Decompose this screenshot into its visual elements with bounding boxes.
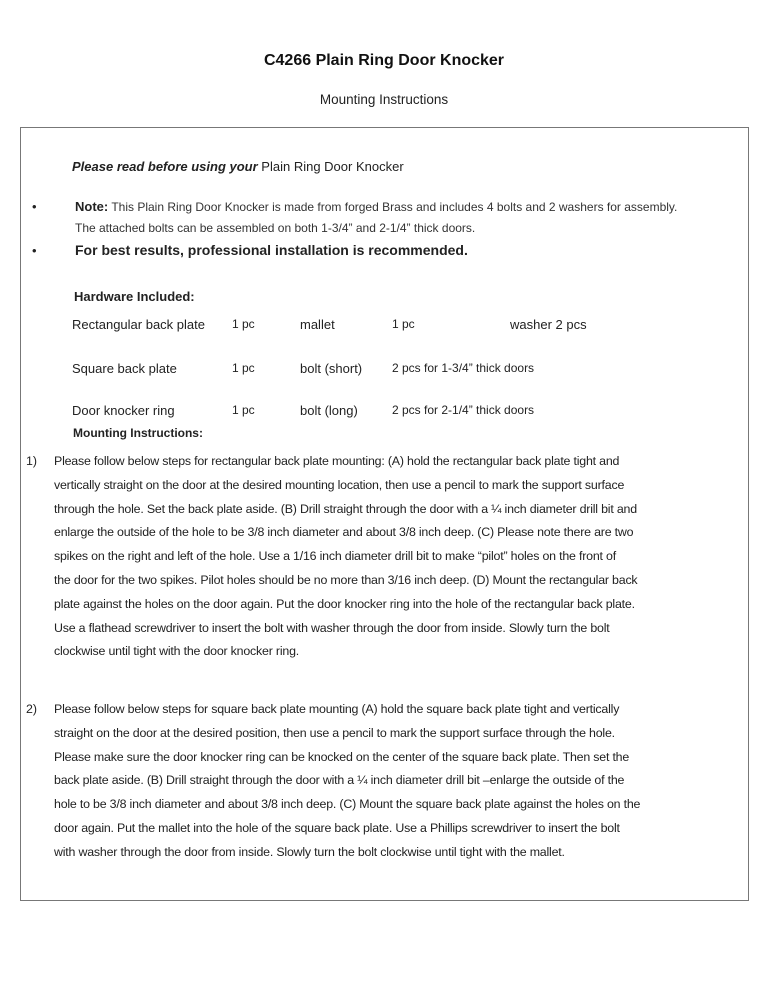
- step-text-line: door again. Put the mallet into the hole of the square back plate. Use a Phillips screwdriver to insert the bolt: [54, 821, 620, 835]
- step-text-line: straight on the door at the desired position, then use a pencil to mark the support surface through the hole.: [54, 725, 615, 740]
- hardware-cell: 1 pc: [232, 317, 255, 331]
- step-text-line: Please make sure the door knocker ring can be knocked on the center of the square back plate. Then set the: [54, 749, 630, 764]
- hardware-cell: Rectangular back plate: [72, 317, 205, 332]
- hardware-cell: 2 pcs for 2-1/4” thick doors: [392, 403, 535, 417]
- hardware-cell: 1 pc: [232, 361, 255, 375]
- hardware-heading: Hardware Included:: [74, 289, 195, 304]
- step-number: 1): [26, 454, 38, 468]
- step-text-line: through the hole. Set the back plate aside. (B) Drill straight through the door with a ¼ inch diameter drill bit and: [54, 501, 637, 516]
- document-subtitle: Mounting Instructions: [319, 92, 449, 107]
- step-text-line: clockwise until tight with the door knocker ring.: [54, 644, 300, 659]
- intro-lead: Please read before using your: [72, 159, 258, 174]
- step-text-line: plate against the holes on the door again. Put the door knocker ring into the hole of the rectangular back plate.: [54, 596, 635, 611]
- note-label: Note:: [75, 199, 109, 214]
- note-text: This Plain Ring Door Knocker is made from forged Brass and includes 4 bolts and 2 washers for assembly.: [108, 200, 678, 214]
- bullet-icon: •: [32, 243, 37, 258]
- hardware-cell: washer 2 pcs: [510, 317, 587, 332]
- step-text-line: vertically straight on the door at the desired mounting location, then use a pencil to mark the support surface: [54, 477, 625, 492]
- hardware-cell: mallet: [300, 317, 335, 332]
- step-text-line: Please follow below steps for square back plate mounting (A) hold the square back plate tight and vertically: [54, 702, 620, 716]
- step-number: 2): [26, 702, 38, 716]
- step-text-line: enlarge the outside of the hole to be 3/8 inch diameter and about 3/8 inch deep. (C) Please note there are two: [54, 525, 634, 540]
- hardware-cell: 2 pcs for 1-3/4” thick doors: [392, 361, 535, 375]
- mounting-heading: Mounting Instructions:: [73, 426, 203, 440]
- step-text-line: the door for the two spikes. Pilot holes should be no more than 3/16 inch deep. (D) Mount the rectangular back: [54, 573, 638, 587]
- document-title: C4266 Plain Ring Door Knocker: [263, 52, 505, 69]
- intro-line: [72, 159, 404, 174]
- step-text-line: Use a flathead screwdriver to insert the bolt with washer through the door from inside. Slowly turn the bolt: [54, 620, 610, 635]
- step-text-line: Please follow below steps for rectangular back plate mounting: (A) hold the rectangular back plate tight and: [54, 454, 620, 468]
- hardware-cell: bolt (long): [300, 403, 358, 418]
- step-text-line: spikes on the right and left of the hole. Use a 1/16 inch diameter drill bit to make “pilot” holes on the front of: [54, 549, 616, 564]
- hardware-cell: 1 pc: [232, 403, 255, 417]
- step-text-line: with washer through the door from inside. Slowly turn the bolt clockwise until tight with the mallet.: [54, 844, 565, 859]
- step-text-line: back plate aside. (B) Drill straight through the door with a ¼ inch diameter drill bit –enlarge the outside of the: [54, 773, 625, 788]
- note-line: [75, 199, 677, 214]
- hardware-cell: Square back plate: [72, 361, 177, 376]
- bullet-icon: •: [32, 199, 37, 214]
- note-sub: The attached bolts can be assembled on both 1-3/4” and 2-1/4” thick doors.: [75, 221, 476, 235]
- recommendation: For best results, professional installation is recommended.: [75, 242, 468, 258]
- hardware-cell: 1 pc: [392, 317, 415, 331]
- step-text-line: hole to be 3/8 inch diameter and about 3/8 inch deep. (C) Mount the square back plate against the holes on the: [54, 797, 641, 812]
- hardware-cell: Door knocker ring: [72, 403, 175, 418]
- hardware-cell: bolt (short): [300, 361, 363, 376]
- intro-product: Plain Ring Door Knocker: [257, 159, 404, 174]
